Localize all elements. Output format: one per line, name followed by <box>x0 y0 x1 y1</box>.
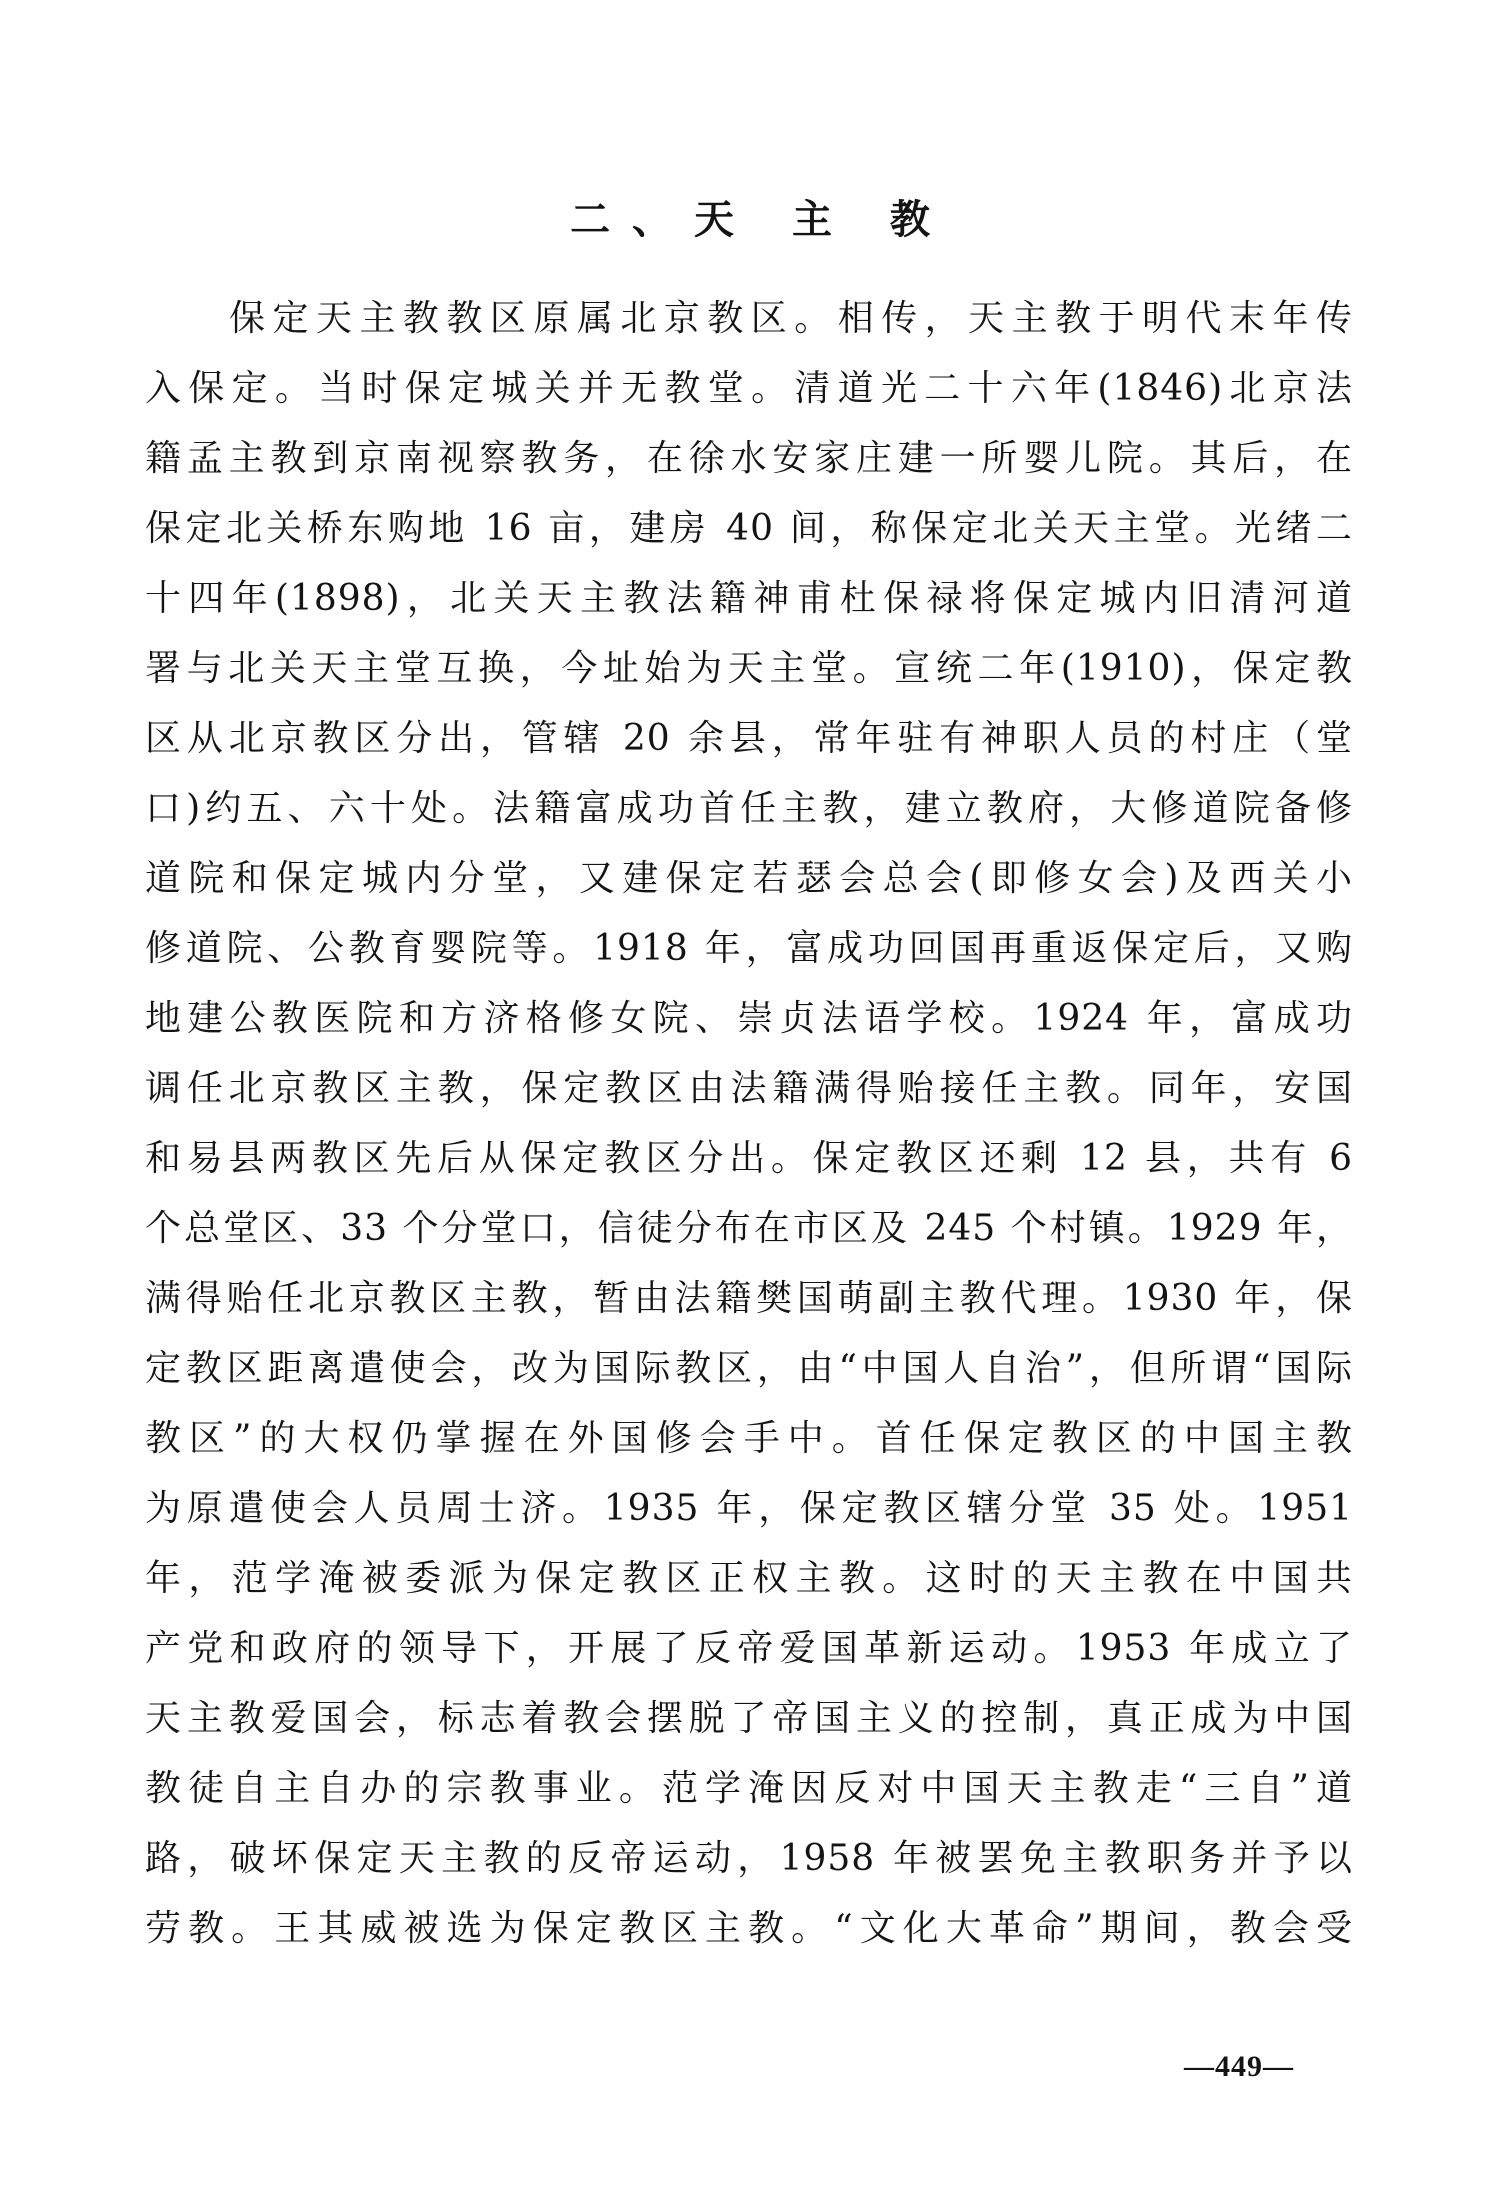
text-line: 保定天主教教区原属北京教区。相传，天主教于明代末年传 <box>229 298 1353 339</box>
page-number: —449— <box>1184 2050 1294 2083</box>
text-line: 教区”的大权仍掌握在外国修会手中。首任保定教区的中国主教 <box>145 1418 1353 1459</box>
text-line: 个总堂区、33 个分堂口，信徒分布在市区及 245 个村镇。1929 年， <box>145 1208 1353 1249</box>
text-line: 地建公教医院和方济格修女院、崇贞法语学校。1924 年，富成功 <box>145 998 1353 1039</box>
text-line: 年，范学淹被委派为保定教区正权主教。这时的天主教在中国共 <box>145 1558 1353 1599</box>
text-line: 劳教。王其威被选为保定教区主教。“文化大革命”期间，教会受 <box>145 1908 1353 1949</box>
text-line: 口)约五、六十处。法籍富成功首任主教，建立教府，大修道院备修 <box>145 788 1353 829</box>
text-line: 和易县两教区先后从保定教区分出。保定教区还剩 12 县，共有 6 <box>145 1138 1353 1179</box>
text-line: 保定北关桥东购地 16 亩，建房 40 间，称保定北关天主堂。光绪二 <box>145 508 1353 549</box>
text-line: 教徒自主自办的宗教事业。范学淹因反对中国天主教走“三自”道 <box>145 1768 1353 1809</box>
text-line: 入保定。当时保定城关并无教堂。清道光二十六年(1846)北京法 <box>145 368 1353 409</box>
text-line: 路，破坏保定天主教的反帝运动，1958 年被罢免主教职务并予以 <box>145 1838 1353 1879</box>
text-line: 天主教爱国会，标志着教会摆脱了帝国主义的控制，真正成为中国 <box>145 1698 1353 1739</box>
text-line: 调任北京教区主教，保定教区由法籍满得贻接任主教。同年，安国 <box>145 1068 1353 1109</box>
section-heading: 二、天 主 教 <box>570 197 952 243</box>
text-line: 籍孟主教到京南视察教务，在徐水安家庄建一所婴儿院。其后，在 <box>145 438 1353 479</box>
text-line: 产党和政府的领导下，开展了反帝爱国革新运动。1953 年成立了 <box>145 1628 1353 1669</box>
text-line: 修道院、公教育婴院等。1918 年，富成功回国再重返保定后，又购 <box>145 928 1353 969</box>
text-line: 十四年(1898)，北关天主教法籍神甫杜保禄将保定城内旧清河道 <box>145 578 1353 619</box>
text-line: 区从北京教区分出，管辖 20 余县，常年驻有神职人员的村庄（堂 <box>145 718 1353 759</box>
body-paragraph <box>145 284 1353 1964</box>
text-line: 为原遣使会人员周士济。1935 年，保定教区辖分堂 35 处。1951 <box>145 1488 1353 1529</box>
text-line: 定教区距离遣使会，改为国际教区，由“中国人自治”，但所谓“国际 <box>145 1348 1353 1389</box>
text-line: 道院和保定城内分堂，又建保定若瑟会总会(即修女会)及西关小 <box>145 858 1353 899</box>
text-line: 满得贻任北京教区主教，暂由法籍樊国萌副主教代理。1930 年，保 <box>145 1278 1353 1319</box>
text-line: 署与北关天主堂互换，今址始为天主堂。宣统二年(1910)，保定教 <box>145 648 1353 689</box>
